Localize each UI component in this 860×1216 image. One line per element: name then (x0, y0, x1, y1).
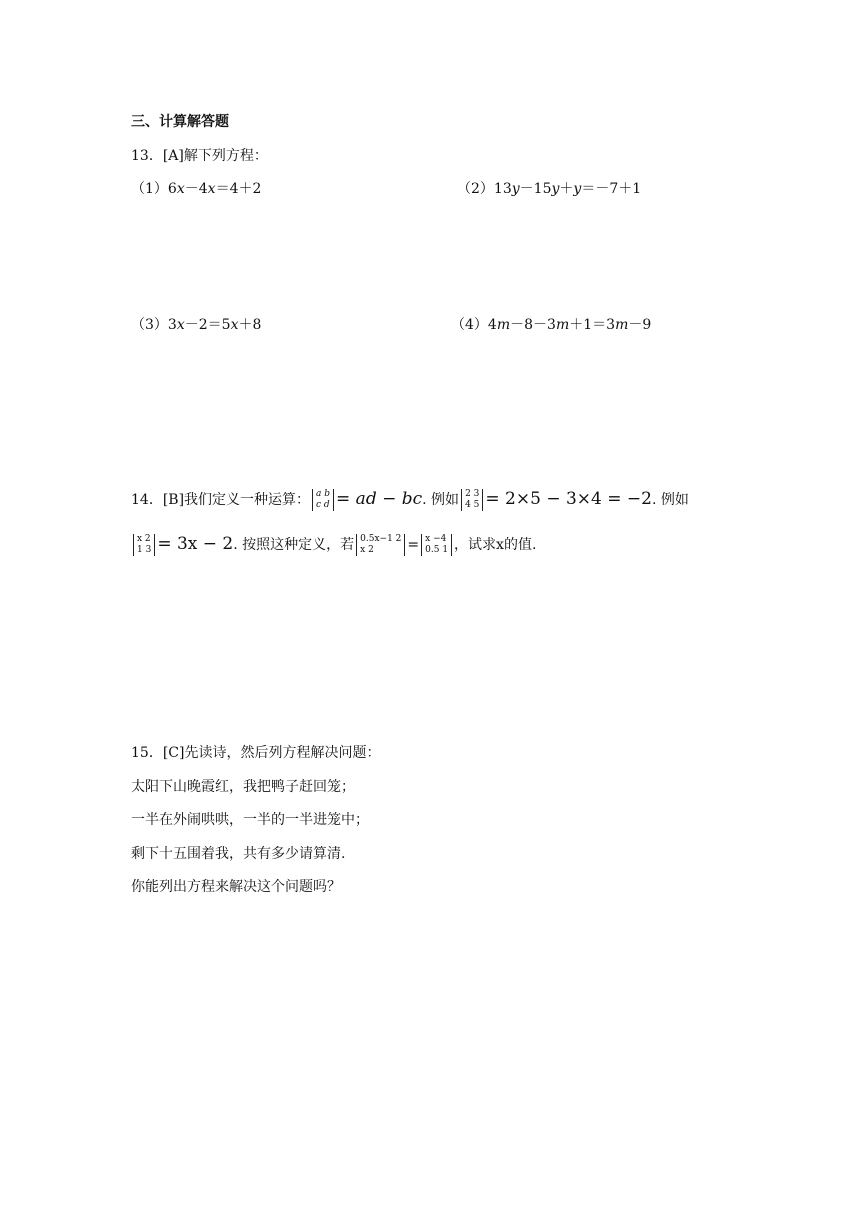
text-example: . 例如 (422, 492, 460, 508)
equation-variable: y (573, 181, 582, 197)
equation-part: 4 (487, 317, 497, 333)
determinant-2345: 2 3 4 5 (461, 489, 483, 511)
question-14-prefix: 14．[B]我们定义一种运算： (131, 492, 311, 508)
equation-variable: m (555, 317, 570, 333)
equation-label: （2） (457, 181, 494, 197)
equation-variable: y (511, 181, 520, 197)
equation-variable: m (615, 317, 629, 333)
equation-part: －15 (519, 181, 552, 197)
equation-part: ＋1＝3 (569, 317, 616, 333)
section-heading: 三、计算解答题 (131, 114, 229, 130)
equation-2 (457, 179, 641, 199)
equation-part: ＋8 (238, 317, 262, 333)
determinant-left: 0.5x−1 2 x 2 (356, 534, 405, 556)
poem-line: 剩下十五围着我，共有多少请算清. (131, 846, 346, 862)
question-14-line-1 (131, 485, 689, 514)
equation-part: －9 (628, 317, 652, 333)
question-14-line-2 (131, 530, 536, 559)
question-13-title: 13．[A]解下列方程： (131, 148, 268, 164)
equation-3 (131, 315, 261, 335)
equation-part: 3 (167, 317, 177, 333)
equation-label: （1） (131, 181, 168, 197)
equation-variable: x (176, 317, 185, 333)
equals-sign: = (407, 537, 420, 553)
equation-variable: m (496, 317, 511, 333)
equation-1 (131, 179, 261, 199)
text-example: . 例如 (651, 492, 689, 508)
equation-variable: y (551, 181, 560, 197)
equation-part: －2＝5 (184, 317, 231, 333)
equation-part: 13 (493, 181, 512, 197)
formula-example-result: = 2×5 − 3×4 = −2 (485, 489, 652, 509)
question-14-suffix: ，试求x的值. (454, 537, 537, 553)
determinant-x213: x 2 1 3 (133, 534, 155, 556)
formula-3x-2: = 3x − 2 (157, 534, 234, 554)
question-15-title: 15．[C]先读诗，然后列方程解决问题： (131, 745, 381, 761)
equation-part: 6 (167, 181, 177, 197)
equation-label: （3） (131, 317, 168, 333)
formula-ad-bc: = ad − bc (336, 489, 423, 509)
equation-part: ＝4＋2 (215, 181, 262, 197)
equation-variable: x (176, 181, 185, 197)
poem-question: 你能列出方程来解决这个问题吗？ (131, 879, 341, 895)
poem-line: 一半在外闹哄哄，一半的一半进笼中； (131, 812, 369, 828)
determinant-right: x −4 0.5 1 (421, 534, 452, 556)
poem-line: 太阳下山晚霞红，我把鸭子赶回笼； (131, 779, 355, 795)
equation-variable: x (230, 317, 239, 333)
text-definition: . 按照这种定义，若 (233, 537, 355, 553)
equation-variable: x (207, 181, 216, 197)
equation-part: ＋ (559, 181, 574, 197)
equation-label: （4） (451, 317, 488, 333)
equation-4 (451, 315, 651, 335)
determinant-abcd: a b c d (312, 489, 334, 511)
equation-part: －4 (184, 181, 208, 197)
equation-part: －8－3 (510, 317, 556, 333)
equation-part: ＝－7＋1 (581, 181, 642, 197)
